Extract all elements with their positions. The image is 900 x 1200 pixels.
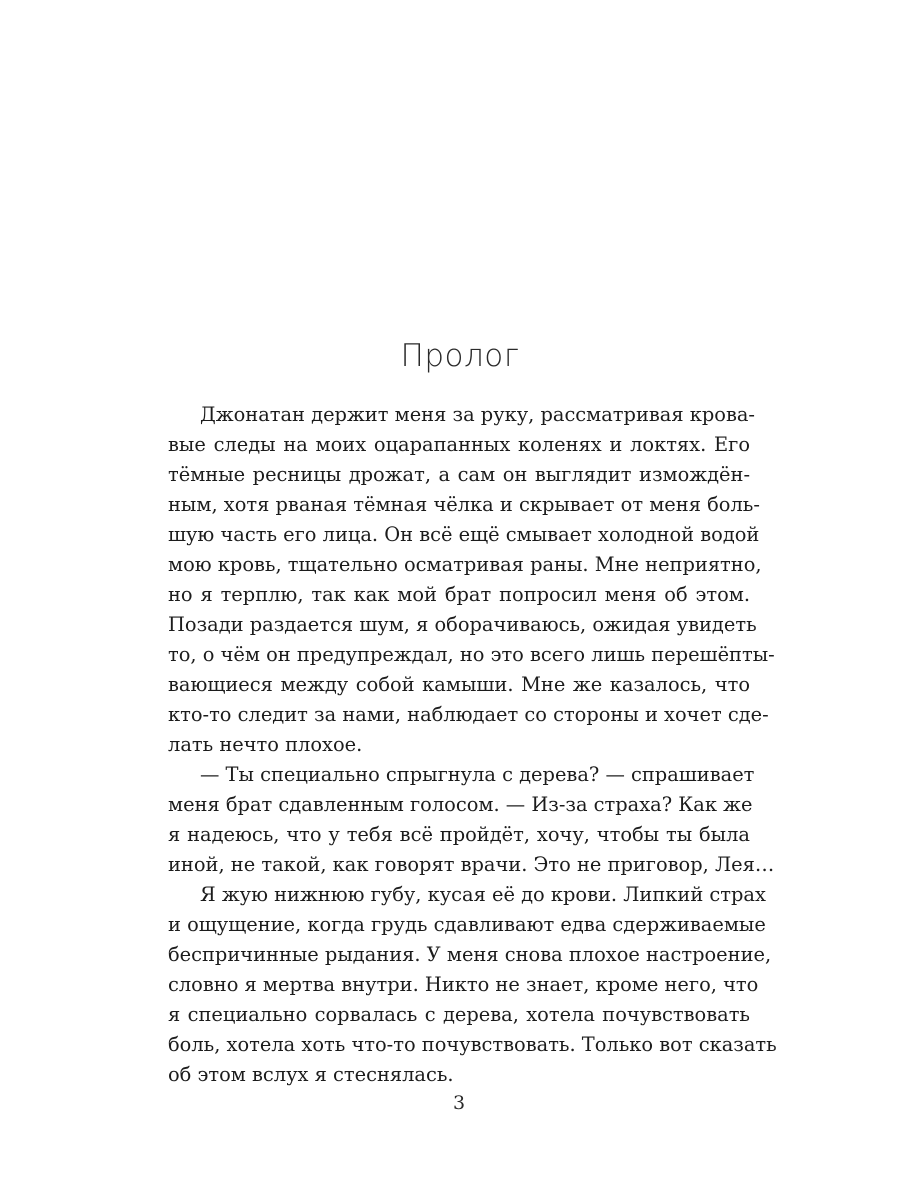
text-line: я надеюсь, что у тебя всё пройдёт, хочу, чтобы ты была [168, 823, 750, 846]
text-line: вающиеся между собой камыши. Мне же казалось, что [168, 673, 750, 696]
text-line: Я жую нижнюю губу, кусая её до крови. Липкий страх [200, 883, 766, 906]
text-line: — Ты специально спрыгнула с дерева? — спрашивает [200, 763, 755, 786]
text-line: иной, не такой, как говорят врачи. Это не приговор, Лея… [168, 853, 775, 876]
chapter-body [168, 400, 777, 1090]
paragraph [168, 760, 775, 880]
text-line: то, о чём он предупреждал, но это всего лишь перешёпты- [168, 643, 775, 666]
text-line: словно я мертва внутри. Никто не знает, кроме него, что [168, 973, 759, 996]
paragraph [168, 400, 775, 760]
text-line: меня брат сдавленным голосом. — Из-за страха? Как же [168, 793, 753, 816]
text-line: но я терплю, так как мой брат попросил меня об этом. [168, 583, 750, 606]
text-line: тёмные ресницы дрожат, а сам он выглядит измождён- [168, 463, 750, 486]
chapter-title: Пролог [400, 338, 520, 374]
paragraph [168, 880, 777, 1090]
text-line: об этом вслух я стеснялась. [168, 1063, 454, 1086]
text-line: беспричинные рыдания. У меня снова плохое настроение, [168, 943, 772, 966]
page-number: 3 [452, 1092, 466, 1114]
text-line: и ощущение, когда грудь сдавливают едва сдерживаемые [168, 913, 766, 936]
text-line: лать нечто плохое. [168, 733, 363, 756]
text-line: я специально сорвалась с дерева, хотела почувствовать [168, 1003, 750, 1026]
text-line: Позади раздается шум, я оборачиваюсь, ожидая увидеть [168, 613, 757, 636]
text-line: ным, хотя рваная тёмная чёлка и скрывает от меня боль- [168, 493, 760, 516]
text-line: мою кровь, тщательно осматривая раны. Мне неприятно, [168, 553, 762, 576]
text-line: кто-то следит за нами, наблюдает со стороны и хочет сде- [168, 703, 769, 726]
text-line: шую часть его лица. Он всё ещё смывает холодной водой [168, 523, 760, 546]
text-line: вые следы на моих оцарапанных коленях и локтях. Его [168, 433, 750, 456]
text-line: боль, хотела хоть что-то почувствовать. Только вот сказать [168, 1033, 777, 1056]
text-line: Джонатан держит меня за руку, рассматривая крова- [200, 403, 755, 426]
